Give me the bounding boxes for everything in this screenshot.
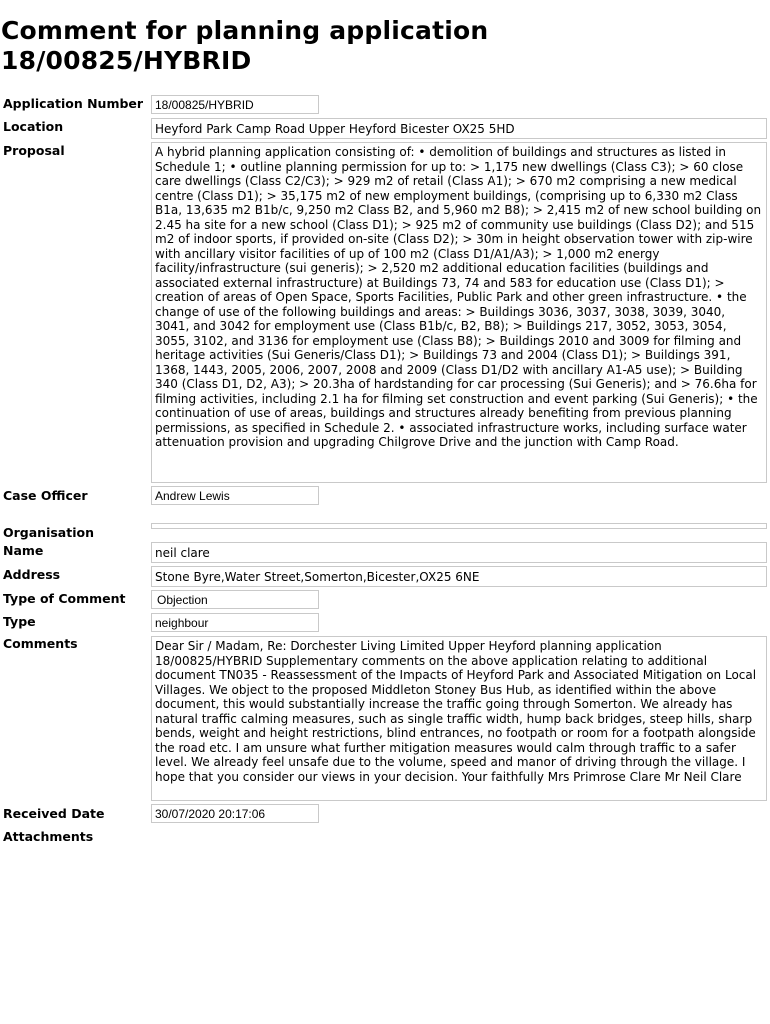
page-title — [1, 16, 701, 76]
received-date-label: Received Date — [3, 806, 105, 821]
application-number-field: 18/00825/HYBRID — [151, 95, 319, 114]
location-field: Heyford Park Camp Road Upper Heyford Bicester OX25 5HD — [151, 118, 767, 139]
organisation-field — [151, 523, 767, 529]
proposal-field: A hybrid planning application consisting of: • demolition of buildings and structures as listed in Schedule 1; • outline planning permission for up to: > 1,175 new dwellings (Class C3); > 60 close care dwellings (Class C2/C3); > 929 m2 of retail (Class A1); > 670 m2 comprising a new medical centre (Class D1); > 35,175 m2 of new employment buildings, (comprising up to 6,330 m2 Class B1a, 13,635 m2 B1b/c, 9,250 m2 Class B2, and 5,960 m2 B8); > 2,415 m2 of new school building on 2.45 ha site for a new school (Class D1); > 925 m2 of community use buildings (Class D2); and 515 m2 of indoor sports, if provided on-site (Class D2); > 30m in height observation tower with zip-wire with ancillary visitor facilities of up of 100 m2 (Class D1/A1/A3); > 1,000 m2 energy facility/infrastructure (sui generis); > 2,520 m2 additional education facilities (buildings and associated external infrastructure) at Buildings 73, 74 and 583 for education use (Class D1); > creation of areas of Open Space, Sports Facilities, Public Park and other green infrastructure. • the change of use of the following buildings and areas: > Buildings 3036, 3037, 3038, 3039, 3040, 3041, and 3042 for employment use (Class B1b/c, B2, B8); > Buildings 217, 3052, 3053, 3054, 3055, 3102, and 3136 for employment use (Class B8); > Buildings 2010 and 3009 for filming and heritage activities (Sui Generis/Class D1); > Buildings 73 and 2004 (Class D1); > Buildings 391, 1368, 1443, 2005, 2006, 2007, 2008 and 2009 (Class D1/D2 with ancillary A1-A5 use); > Building 340 (Class D1, D2, A3); > 20.3ha of hardstanding for car processing (Sui Generis); and > 76.6ha for filming activities, including 2.1 ha for filming set construction and event parking (Sui Generis); • the continuation of use of areas, buildings and structures already benefiting from previous planning permissions, as specified in Schedule 2. • associated infrastructure works, including surface water attenuation provision and upgrading Chilgrove Drive and the junction with Camp Road. — [151, 142, 767, 483]
case-officer-field: Andrew Lewis — [151, 486, 319, 505]
proposal-label: Proposal — [3, 143, 65, 158]
attachments-label: Attachments — [3, 829, 94, 844]
received-date-field: 30/07/2020 20:17:06 — [151, 804, 319, 823]
comments-field: Dear Sir / Madam, Re: Dorchester Living Limited Upper Heyford planning application 18/00825/HYBRID Supplementary comments on the above application relating to additional document TN035 - Reassessment of the Impacts of Heyford Park and Associated Mitigation on Local Villages. We object to the proposed Middleton Stoney Bus Hub, as identified within the above document, this would substantially increase the traffic going through Somerton. We already has natural traffic calming measures, such as single traffic width, hump back bridges, steep hills, sharp bends, weight and height restrictions, blind entrances, no footpath or room for a footpath alongside the road etc. I am unsure what further mitigation measures would calm through traffic to a safer level. We already feel unsafe due to the volume, speed and manor of driving through the village. I hope that you consider our views in your decision. Your faithfully Mrs Primrose Clare Mr Neil Clare — [151, 636, 767, 801]
type-of-comment-field: Objection — [151, 590, 319, 609]
organisation-label: Organisation — [3, 525, 94, 540]
page-title-line2: 18/00825/HYBRID — [1, 46, 252, 75]
name-label: Name — [3, 543, 44, 558]
application-number-label: Application Number — [3, 96, 144, 111]
comments-label: Comments — [3, 636, 78, 651]
address-field: Stone Byre,Water Street,Somerton,Bicester,OX25 6NE — [151, 566, 767, 587]
type-field: neighbour — [151, 613, 319, 632]
name-field: neil clare — [151, 542, 767, 563]
location-label: Location — [3, 119, 64, 134]
type-of-comment-label: Type of Comment — [3, 591, 126, 606]
page-title-line1: Comment for planning application — [1, 16, 489, 45]
case-officer-label: Case Officer — [3, 488, 88, 503]
address-label: Address — [3, 567, 61, 582]
type-label: Type — [3, 614, 36, 629]
